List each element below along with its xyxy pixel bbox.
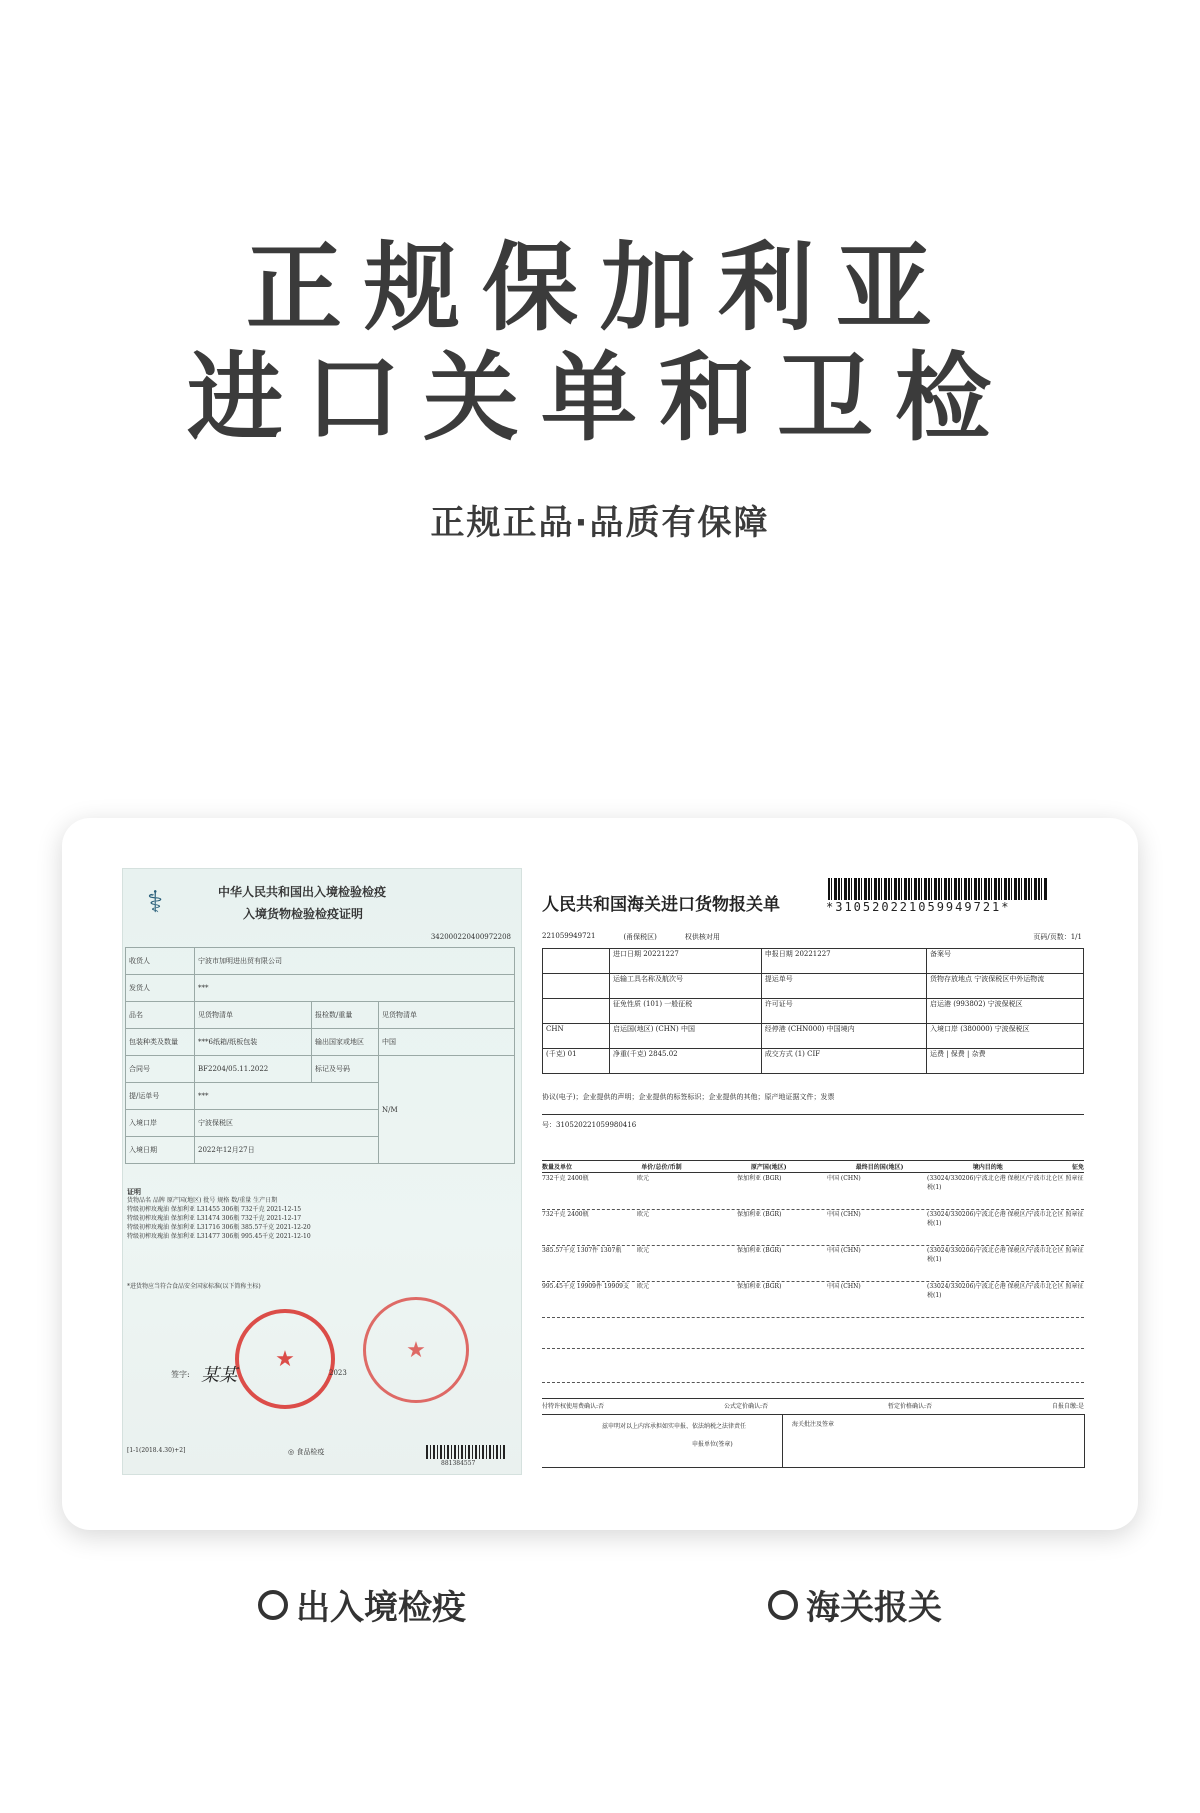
cell: 合同号: [126, 1056, 195, 1083]
col-header: 最终目的国(地区): [855, 1164, 904, 1171]
cell: 732千克 2400瓶: [542, 1175, 589, 1182]
goods-row: 特级初榨玫瑰油 保加利亚 L31716 306瓶 385.57千克 2021-12-20: [127, 1224, 311, 1231]
cell: 净重(千克) 2845.02: [610, 1049, 762, 1074]
cert-goods: [127, 1187, 512, 1241]
cert-remark: *进货物应当符合食品安全国家标准(以下简称主标): [127, 1283, 261, 1290]
cell: 见货物清单: [379, 1002, 515, 1029]
cert-year: 2023: [329, 1369, 347, 1377]
cell: ***: [195, 1083, 379, 1110]
cell: 运费 | 保费 | 杂费: [927, 1049, 1084, 1074]
form-number: [1-1(2018.4.30)+2]: [127, 1447, 186, 1454]
cert-header-2: 入境货物检验检疫证明: [243, 907, 364, 921]
cert-table: [125, 947, 515, 1164]
cell: 成交方式 (1) CIF: [761, 1049, 926, 1074]
goods-label: 证明: [127, 1187, 141, 1196]
decl-bottom: [542, 1398, 1084, 1410]
table-row: [542, 1246, 1084, 1282]
cell: CHN: [543, 1024, 610, 1049]
barcode: [426, 1445, 506, 1459]
cell: 征免性质 (101) 一般征税: [610, 999, 762, 1024]
label-text: 出入境检疫: [296, 1588, 466, 1628]
col-header: 原产国(地区): [750, 1164, 787, 1171]
cell: N/M: [379, 1056, 515, 1164]
statement-unit: 申报单位(签章): [692, 1441, 733, 1448]
cell: 货物存放地点 宁波保税区中外运物流: [927, 974, 1084, 999]
cell: 启运港 (993802) 宁波保税区: [927, 999, 1084, 1024]
signature: 某某: [201, 1365, 237, 1386]
bottom-item: 公式定价确认:否: [723, 1403, 769, 1410]
decl-notes: 协议(电子)；企业提供的声明；企业提供的标签标识；企业提供的其他；原产地证据文件；发票: [542, 1092, 1084, 1115]
cell: 保加利亚 (BGR): [737, 1283, 782, 1290]
cell: 732千克 2400瓶: [542, 1211, 589, 1218]
declaration-statement: [542, 1415, 783, 1467]
col-header: 数量及单位: [542, 1164, 573, 1171]
cell: 保加利亚 (BGR): [737, 1175, 782, 1182]
official-stamp: ★: [363, 1297, 469, 1403]
cell: 提运单号: [761, 974, 926, 999]
cert-number: 342000220400972208: [430, 933, 511, 941]
cell: 欧元: [637, 1283, 650, 1290]
barcode-number: 881384557: [441, 1460, 476, 1467]
cell: 中国 (CHN): [827, 1211, 861, 1218]
cell: BF2204/05.11.2022: [195, 1056, 312, 1083]
cell: 许可证号: [761, 999, 926, 1024]
circle-icon: [768, 1590, 798, 1620]
cert-header-1: 中华人民共和国出入境检验检疫: [218, 885, 387, 899]
cert-footer: ◎ 食品检疫: [288, 1448, 325, 1456]
cell: 宁波市加明进出贸有限公司: [195, 948, 515, 975]
statement-text: 兹申明对以上内容承担如实申报、依法纳税之法律责任: [602, 1423, 747, 1430]
col-header: 征免: [1071, 1164, 1084, 1171]
cell: 提/运单号: [126, 1083, 195, 1110]
table-row: [542, 1282, 1084, 1318]
cell: ***: [195, 975, 515, 1002]
cell: 保加利亚 (BGR): [737, 1211, 782, 1218]
cell: 中国 (CHN): [827, 1247, 861, 1254]
cell: [543, 999, 610, 1024]
label-customs: [768, 1580, 942, 1629]
goods-row: 货物品名 品牌 原产国(地区) 批号 规格 数/重量 生产日期: [127, 1197, 278, 1204]
table-row: [542, 1174, 1084, 1210]
meta-item: (甬保税区): [623, 933, 657, 941]
bottom-item: 付特许权使用费确认:否: [542, 1403, 605, 1410]
cell: 入境口岸 (380000) 宁波保税区: [927, 1024, 1084, 1049]
cell: (千克) 01: [543, 1049, 610, 1074]
cell: (33024/330206)宁波北仑港 保税区/宁波市北仑区 照章征税(1): [927, 1247, 1084, 1263]
cell: 欧元: [637, 1175, 650, 1182]
meta-item: 权供核对用: [684, 933, 720, 941]
circle-icon: [258, 1590, 288, 1620]
cell: 欧元: [637, 1211, 650, 1218]
item-list: [542, 1174, 1084, 1318]
cell: 385.57千克 1307件 1307瓶: [542, 1247, 622, 1254]
decl-meta: [542, 932, 1082, 942]
official-stamp: ★: [235, 1309, 335, 1409]
cell: [543, 949, 610, 974]
col-header: 单价/总价/币制: [641, 1164, 682, 1171]
cell: [543, 974, 610, 999]
cell: 品名: [126, 1002, 195, 1029]
cell: 收货人: [126, 948, 195, 975]
cell: 欧元: [637, 1247, 650, 1254]
cell: 启运国(地区) (CHN) 中国: [610, 1024, 762, 1049]
cell: (33024/330206)宁波北仑港 保税区/宁波市北仑区 照章征税(1): [927, 1283, 1084, 1299]
cell: 保加利亚 (BGR): [737, 1247, 782, 1254]
goods-row: 特级初榨玫瑰油 保加利亚 L31474 306瓶 732千克 2021-12-17: [127, 1215, 302, 1222]
bottom-item: 自报自缴:是: [1051, 1403, 1084, 1410]
decl-table: [542, 948, 1084, 1074]
barcode: [828, 878, 1048, 900]
sign-label: 签字:: [171, 1370, 190, 1379]
quarantine-certificate: [122, 868, 522, 1475]
cell: 入境口岸: [126, 1110, 195, 1137]
cell: 995.45千克 19909件 19909支: [542, 1283, 629, 1290]
cell: 报检数/重量: [312, 1002, 379, 1029]
cell: (33024/330206)宁波北仑港 保税区/宁波市北仑区 照章征税(1): [927, 1175, 1084, 1191]
cell: 中国 (CHN): [827, 1283, 861, 1290]
cell: (33024/330206)宁波北仑港 保税区/宁波市北仑区 照章征税(1): [927, 1211, 1084, 1227]
heading-line2: 进口关单和卫检: [187, 342, 1013, 454]
heading-line1: 正规保加利亚: [246, 232, 954, 344]
decl-title: 人民共和国海关进口货物报关单: [542, 895, 780, 915]
cell: 中国 (CHN): [827, 1175, 861, 1182]
col-header: 境内目的地: [972, 1164, 1003, 1171]
meta-item: 页码/页数：1/1: [1033, 933, 1082, 941]
emblem-icon: ⚕: [147, 885, 164, 920]
decl-signature-area: [542, 1414, 1085, 1468]
item-header: [542, 1160, 1084, 1173]
decl-ref-no: 号：310520221059980416: [542, 1121, 637, 1129]
cell: 进口日期 20221227: [610, 949, 762, 974]
label-quarantine: [258, 1580, 466, 1629]
customs-declaration: [538, 870, 1084, 1476]
cell: 包装种类及数量: [126, 1029, 195, 1056]
label-text: 海关报关: [806, 1588, 942, 1628]
meta-item: 221059949721: [542, 932, 596, 940]
cell: 发货人: [126, 975, 195, 1002]
customs-endorsement: 海关批注及签章: [792, 1421, 835, 1428]
bottom-item: 暂定价格确认:否: [887, 1403, 932, 1410]
goods-row: 特级初榨玫瑰油 保加利亚 L31477 306瓶 995.45千克 2021-12-10: [127, 1233, 311, 1240]
cell: ***6纸箱/纸板包装: [195, 1029, 312, 1056]
cell: 中国: [379, 1029, 515, 1056]
cell: 2022年12月27日: [195, 1137, 379, 1164]
cell: 入境日期: [126, 1137, 195, 1164]
cell: 备案号: [927, 949, 1084, 974]
divider: [542, 1382, 1084, 1383]
cell: 见货物清单: [195, 1002, 312, 1029]
cell: 申报日期 20221227: [761, 949, 926, 974]
cell: 标记及号码: [312, 1056, 379, 1083]
table-row: [542, 1210, 1084, 1246]
cell: 经停港 (CHN000) 中国境内: [761, 1024, 926, 1049]
goods-row: 特级初榨玫瑰油 保加利亚 L31455 306瓶 732千克 2021-12-15: [127, 1206, 302, 1213]
subtitle: 正规正品·品质有保障: [430, 503, 770, 543]
barcode-number: *310520221059949721*: [826, 900, 1011, 914]
cell: 输出国家或地区: [312, 1029, 379, 1056]
cell: 运输工具名称及航次号: [610, 974, 762, 999]
divider: [542, 1348, 1084, 1349]
cell: 宁波保税区: [195, 1110, 379, 1137]
